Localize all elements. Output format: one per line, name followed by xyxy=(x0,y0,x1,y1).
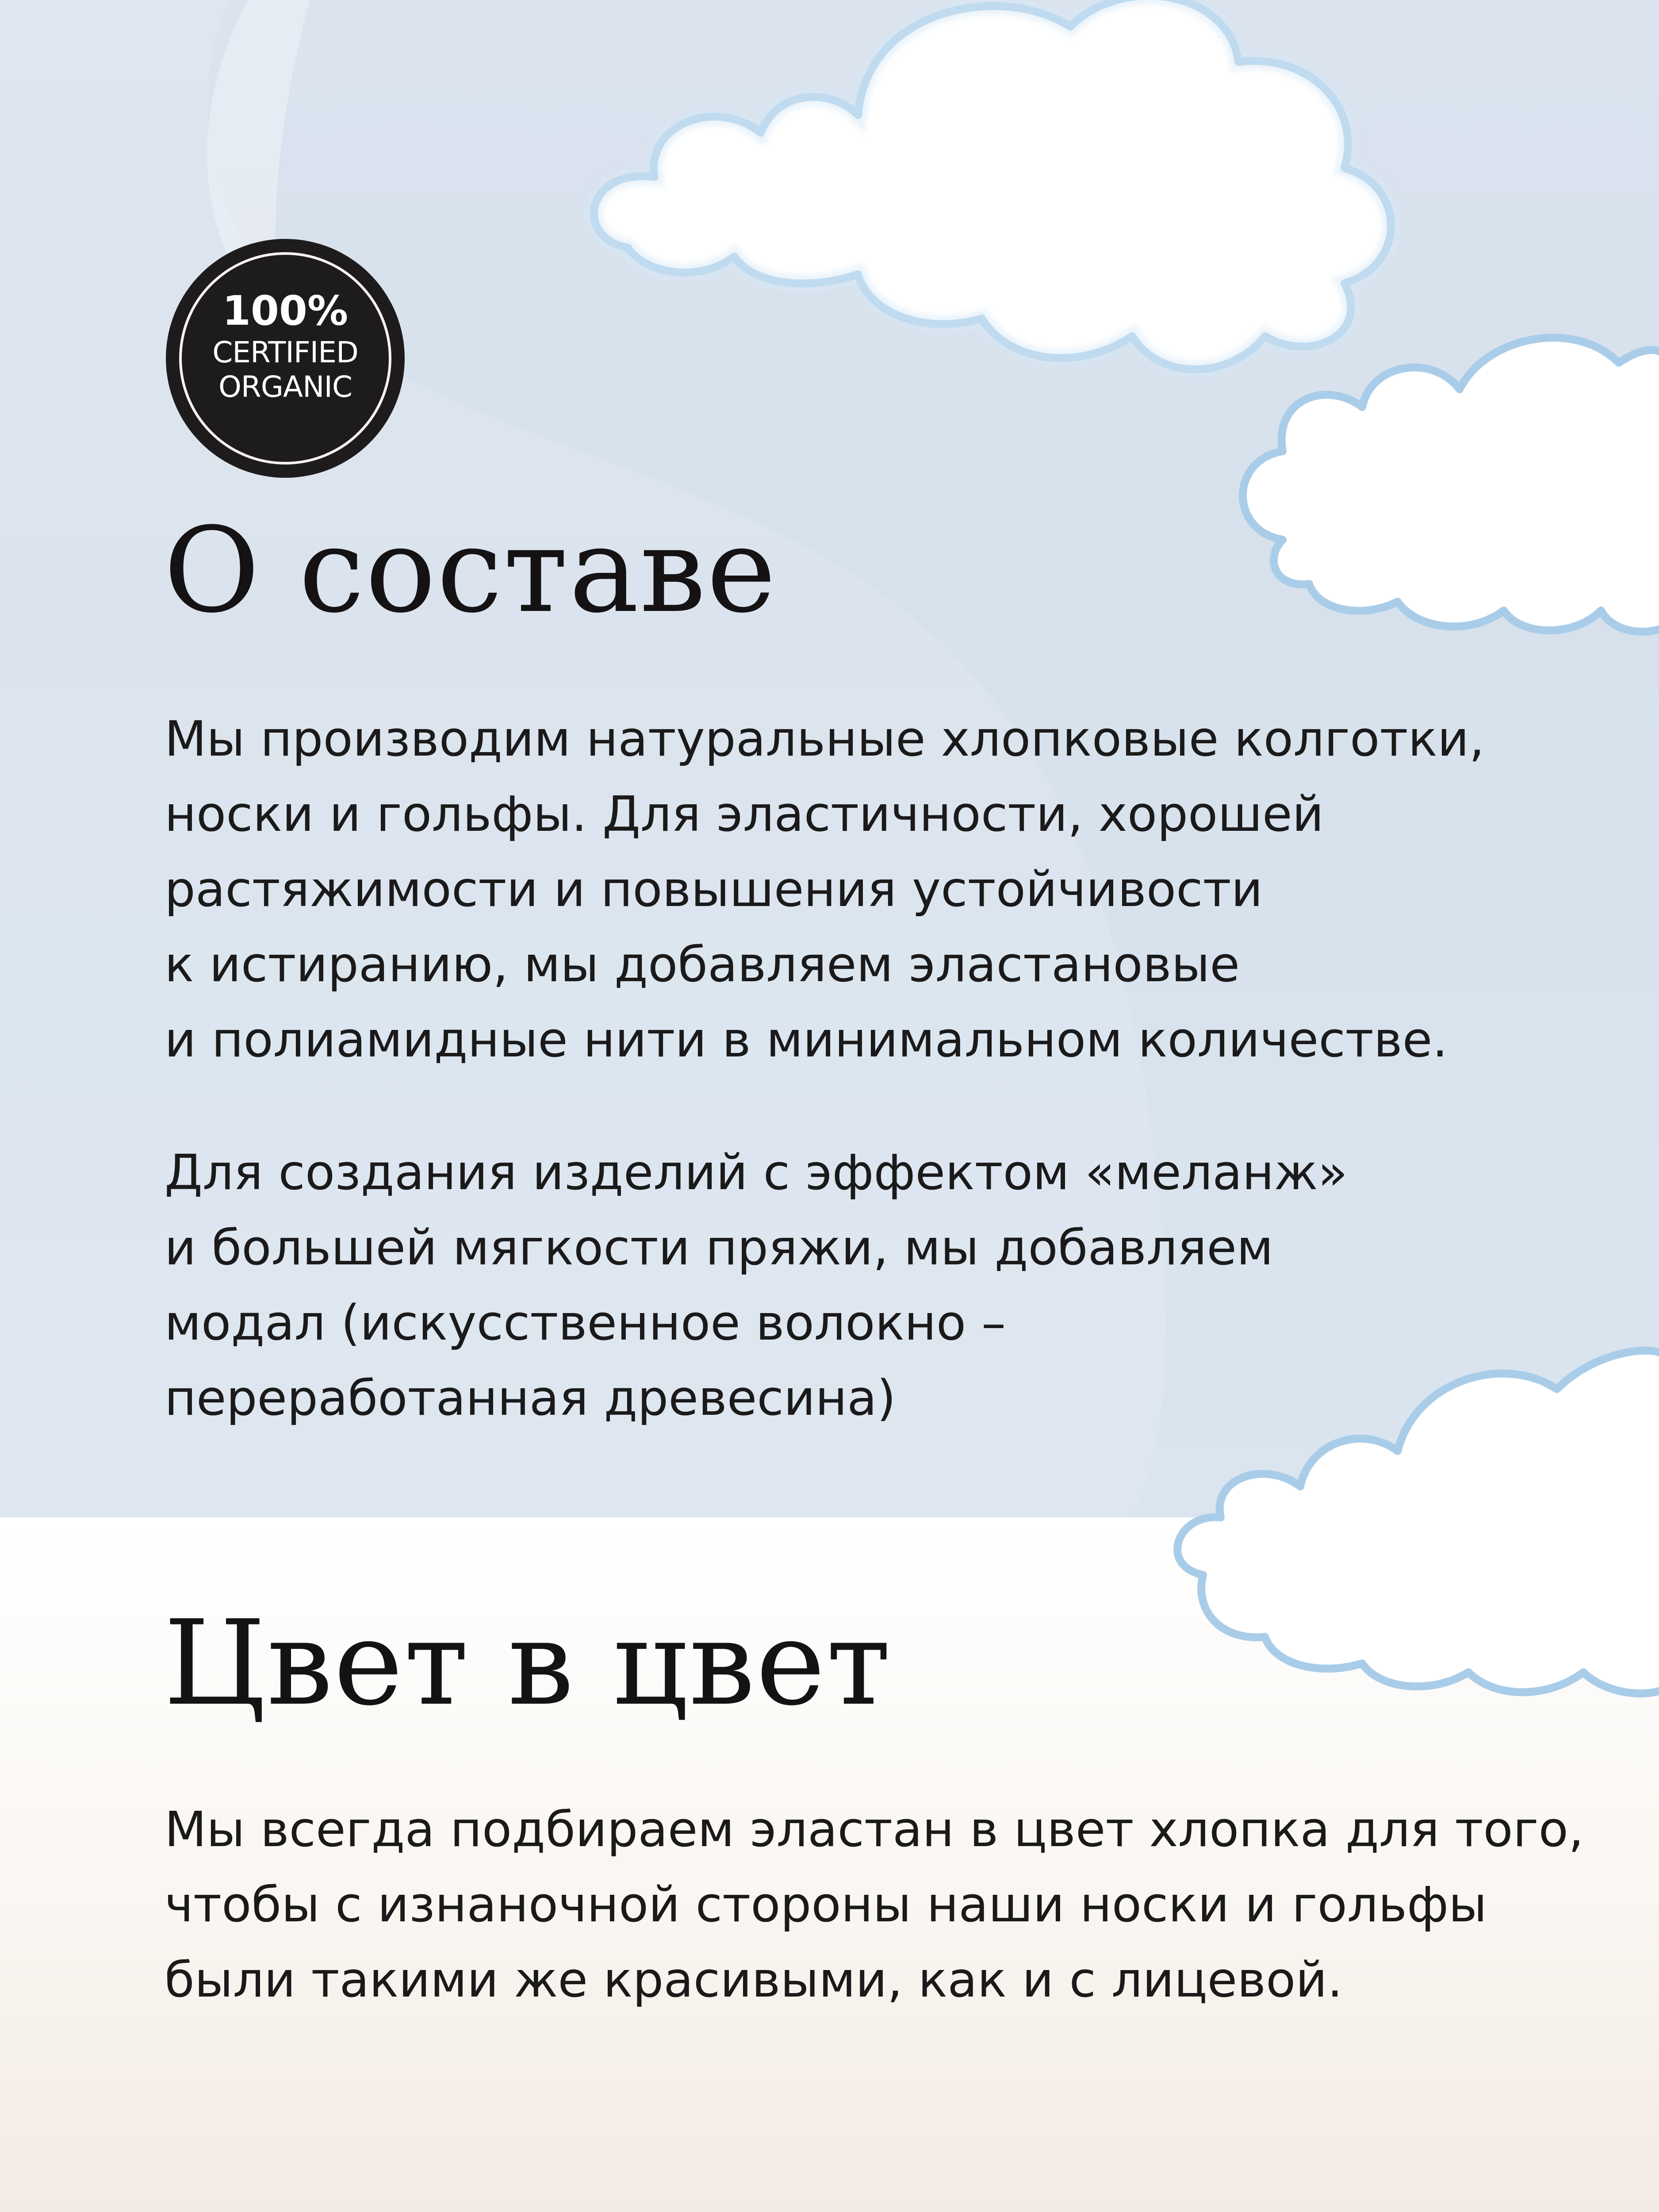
cloud-middle-icon xyxy=(1243,338,1659,632)
composition-paragraph-2 xyxy=(165,1135,1348,1436)
badge-percent: 100% xyxy=(222,287,349,334)
text-line: и полиамидные нити в минимальном количестве. xyxy=(165,1011,1448,1068)
composition-paragraph-1 xyxy=(165,701,1484,1077)
text-line: были такими же красивыми, как и с лицевой. xyxy=(165,1951,1343,2008)
badge-organic: ORGANIC xyxy=(218,370,352,404)
organic-badge xyxy=(166,239,405,478)
text-line: Для создания изделий с эффектом «меланж» xyxy=(165,1144,1348,1201)
badge-text xyxy=(166,287,405,404)
text-line: носки и гольфы. Для эластичности, хорошей xyxy=(165,786,1324,842)
text-line: к истиранию, мы добавляем эластановые xyxy=(165,936,1240,993)
section-title-color-match: Цвет в цвет xyxy=(164,1595,892,1732)
badge-certified: CERTIFIED xyxy=(212,335,358,369)
text-line: Мы всегда подбираем эластан в цвет хлопка для того, xyxy=(165,1801,1584,1858)
text-line: растяжимости и повышения устойчивости xyxy=(165,861,1263,918)
color-match-paragraph xyxy=(165,1792,1584,2017)
text-line: переработанная древесина) xyxy=(165,1370,896,1426)
text-line: модал (искусственное волокно – xyxy=(165,1294,1006,1351)
text-line: и большей мягкости пряжи, мы добавляем xyxy=(165,1219,1274,1276)
cloud-top-icon xyxy=(594,0,1391,369)
text-line: чтобы с изнаночной стороны наши носки и гольфы xyxy=(165,1876,1487,1933)
text-line: Мы производим натуральные хлопковые колготки, xyxy=(165,710,1485,767)
section-title-composition: О составе xyxy=(164,503,777,639)
